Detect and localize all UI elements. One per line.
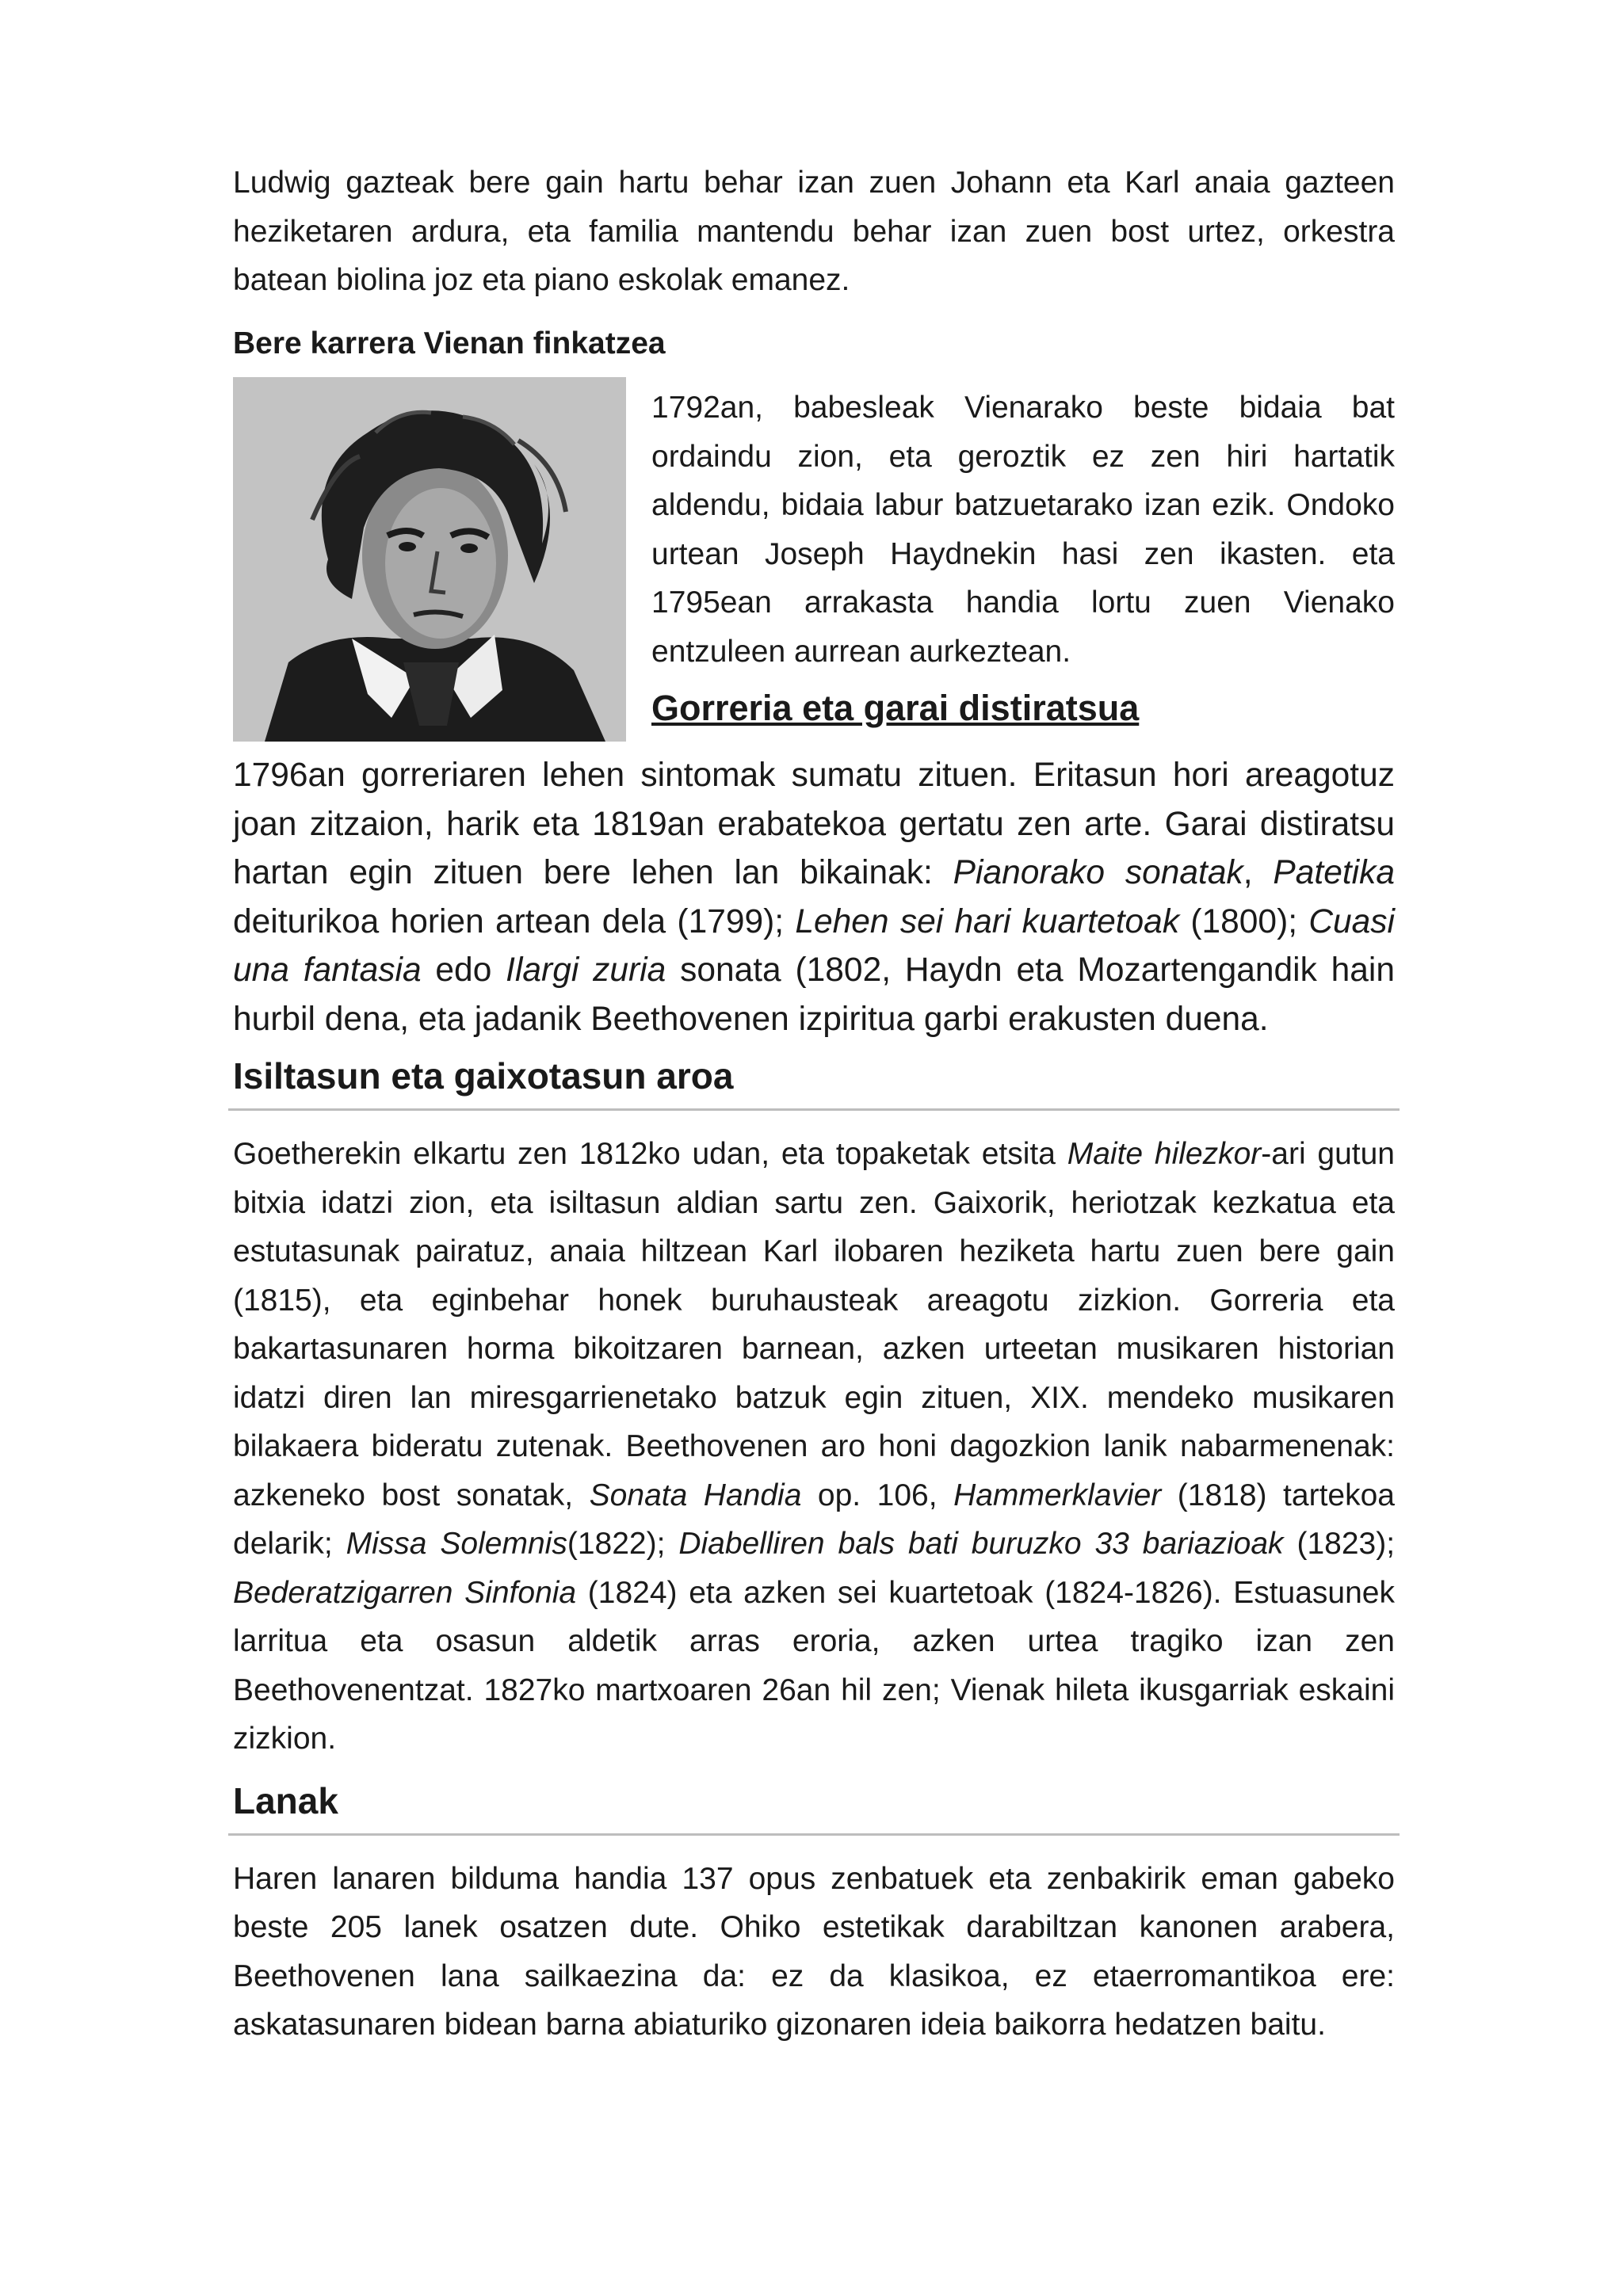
work-piano-sonatas: Pianorako sonatak (953, 854, 1243, 891)
work-string-quartets: Lehen sei hari kuartetoak (795, 902, 1180, 940)
work-missa-solemnis: Missa Solemnis (346, 1527, 567, 1561)
work-patetika: Patetika (1273, 854, 1395, 891)
work-diabelli-variations: Diabelliren bals bati buruzko 33 bariazioak (678, 1527, 1284, 1561)
vienna-paragraph: 1792an, babesleak Vienarako beste bidaia bat ordaindu zion, eta geroztik ez zen hiri hartatik aldendu, bidaia labur batzuetarako izan ezik. Ondoko urtean Joseph Haydnekin hasi zen ikasten. eta 1795ean arrakasta handia lortu zuen Vienako entzuleen aurrean aurkeztean. (651, 391, 1395, 669)
deafness-heading: Gorreria eta garai distiratsua (651, 688, 1140, 728)
works-paragraph: Haren lanaren bilduma handia 137 opus zenbatuek eta zenbakirik eman gabeko beste 205 lanek osatzen dute. Ohiko estetikak darabiltzan kanonen arabera, Beethovenen lana sailkaezina da: ez da klasikoa, ez etaerromantikoa ere: askatasunaren bidean barna abiaturiko gizonaren ideia baikorra hedatzen baitu. (233, 1861, 1395, 2042)
work-immortal-beloved: Maite hilezkor (1067, 1137, 1262, 1171)
document-page (233, 158, 1395, 2050)
work-moonlight: Ilargi zuria (506, 952, 666, 989)
silence-paragraph: Goetherekin elkartu zen 1812ko udan, eta topaketak etsita Maite hilezkor-ari gutun bitxia idatzi zion, eta isiltasun aldian sartu zen. Gaixorik, heriotzak kezkatua eta estutasunak pairatuz, anaia hiltzean Karl ilobaren heziketa hartu zuen bere gain (1815), eta eginbehar honek buruhausteak areagotu zizkion. Gorreria eta bakartasunaren horma bikoitzaren barnean, azken urteetan musikaren historian idatzi diren lan miresgarrienetako batzuk egin zituen, XIX. mendeko musikaren bilakaera bideratu zutenak. Beethovenen aro honi dagozkion lanik nabarmenenak: azkeneko bost sonatak, Sonata Handia op. 106, Hammerklavier (1818) tartekoa delarik; Missa Solemnis(1822); Diabelliren bals bati buruzko 33 bariazioak (1823); Bederatzigarren Sinfonia (1824) eta azken sei kuartetoak (1824-1826). Estuasunek larritua eta osasun aldetik arras eroria, azken urtea tragiko izan zen Beethovenentzat. 1827ko martxoaren 26an hil zen; Vienak hileta ikusgarriak eskaini zizkion. (233, 1137, 1396, 1756)
intro-paragraph: Ludwig gazteak bere gain hartu behar izan zuen Johann eta Karl anaia gazteen heziketaren ardura, eta familia mantendu behar izan zuen bost urtez, orkestra batean biolina joz eta piano eskolak emanez. (233, 166, 1395, 297)
work-hammerklavier: Hammerklavier (953, 1478, 1162, 1512)
works-heading: Lanak (228, 1775, 1400, 1836)
beethoven-portrait-image (233, 377, 626, 742)
deafness-paragraph: 1796an gorreriaren lehen sintomak sumatu zituen. Eritasun hori areagotuz joan zitzaion, harik eta 1819an erabatekoa gertatu zen arte. Garai distiratsu hartan egin zituen bere lehen lan bikainak: Pianorako sonatak, Patetika deiturikoa horien artean dela (1799); Lehen sei hari kuartetoak (1800); Cuasi una fantasia edo Ilargi zuria sonata (1802, Haydn eta Mozartengandik hain hurbil dena, eta jadanik Beethovenen izpiritua garbi erakusten duena. (233, 757, 1396, 1038)
work-sonata-handia: Sonata Handia (589, 1478, 802, 1512)
work-ninth-symphony: Bederatzigarren Sinfonia (233, 1575, 577, 1610)
work-quasi-fantasia: Cuasi una fantasia (233, 902, 1395, 989)
vienna-heading: Bere karrera Vienan finkatzea (233, 326, 666, 360)
silence-heading: Isiltasun eta gaixotasun aroa (228, 1050, 1400, 1111)
